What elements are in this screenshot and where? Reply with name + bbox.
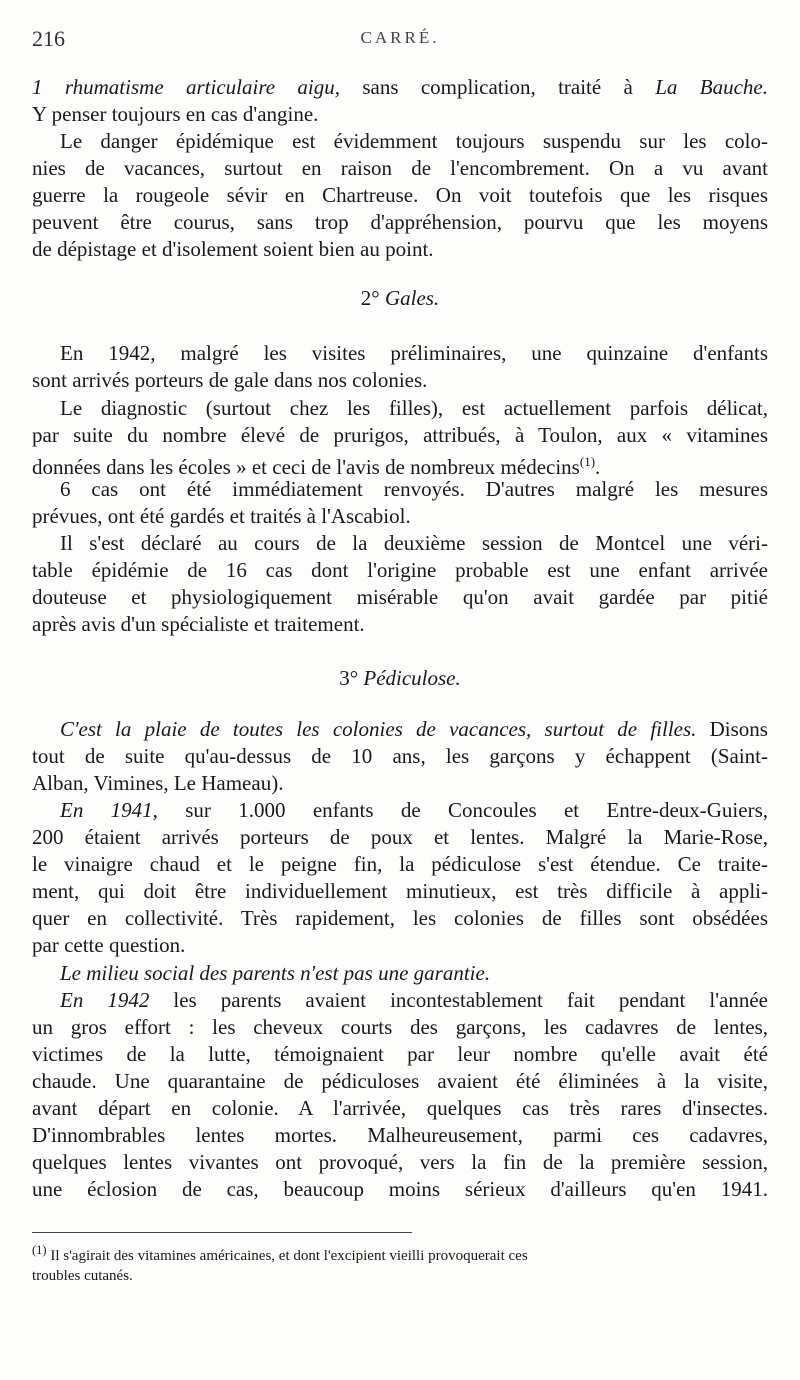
text-span: ment, qui doit être individuellement minutieux, est très difficile à appli-: [32, 879, 768, 903]
text-line: [32, 985, 768, 1015]
text-span: sont arrivés porteurs de gale dans nos colonies.: [32, 368, 428, 392]
footnote-marker: (1): [32, 1243, 47, 1257]
section-heading: [0, 286, 800, 311]
text-span: prévues, ont été gardés et traités à l'Ascabiol.: [32, 504, 411, 528]
text-line: [32, 1039, 768, 1069]
footnote-line-2: troubles cutanés.: [32, 1268, 133, 1284]
text-line: [32, 501, 768, 531]
text-line: [32, 930, 768, 960]
text-span: chaude. Une quarantaine de pédiculoses avaient été éliminées à la visite,: [32, 1069, 768, 1093]
text-span: les parents avaient incontestablement fait pendant l'année: [149, 988, 768, 1012]
text-span: sur 1.000 enfants de Concoules et Entre-deux-Guiers,: [157, 798, 768, 822]
text-span: victimes de la lutte, témoignaient par leur nombre qu'elle avait été: [32, 1042, 768, 1066]
text-line: [32, 849, 768, 879]
text-span: peuvent être courus, sans trop d'appréhension, pourvu que les moyens: [32, 210, 768, 234]
text-span: Alban, Vimines, Le Hameau).: [32, 771, 284, 795]
text-span: Il s'est déclaré au cours de la deuxième session de Montcel une véri-: [60, 531, 768, 555]
text-line: [32, 876, 768, 906]
footnote-line-1: [32, 1240, 768, 1266]
text-line: [32, 958, 768, 988]
text-span: avant départ en colonie. A l'arrivée, quelques cas très rares d'insectes.: [32, 1096, 768, 1120]
section-heading: [0, 666, 800, 691]
text-line: [32, 903, 768, 933]
italic-text: En 1942: [60, 988, 150, 1012]
text-span: Le danger épidémique est évidemment toujours suspendu sur les colo-: [60, 129, 768, 153]
text-line: [32, 714, 768, 744]
text-line: [32, 582, 768, 612]
text-span: douteuse et physiologiquement misérable qu'on avait gardée par pitié: [32, 585, 768, 609]
text-line: [32, 234, 768, 264]
text-span: tout de suite qu'au-dessus de 10 ans, les garçons y échappent (Saint-: [32, 744, 768, 768]
text-line: [32, 338, 768, 368]
text-line: [32, 1120, 768, 1150]
text-span: de dépistage et d'isolement soient bien au point.: [32, 237, 434, 261]
text-line: [32, 1012, 768, 1042]
text-span: 200 étaient arrivés porteurs de poux et lentes. Malgré la Marie-Rose,: [32, 825, 768, 849]
italic-text: C'est la plaie de toutes les colonies de vacances, surtout de filles.: [60, 717, 697, 741]
text-line: [32, 474, 768, 504]
text-span: Disons: [696, 717, 768, 741]
text-line: [32, 555, 768, 585]
text-line: [32, 1066, 768, 1096]
text-line: [32, 126, 768, 156]
text-span: En 1942, malgré les visites préliminaires, une quinzaine d'enfants: [60, 341, 768, 365]
section-number: 3°: [339, 666, 364, 690]
text-span: Y penser toujours en cas d'angine.: [32, 102, 319, 126]
text-span: .: [595, 455, 601, 479]
text-line: [32, 1147, 768, 1177]
text-line: [32, 99, 768, 129]
section-number: 2°: [360, 286, 385, 310]
text-line: [32, 795, 768, 825]
text-span: par cette question.: [32, 933, 186, 957]
text-span: un gros effort : les cheveux courts des garçons, les cadavres de lentes,: [32, 1015, 768, 1039]
section-title: Gales.: [384, 286, 440, 310]
text-line: [32, 393, 768, 423]
text-line: [32, 1174, 768, 1204]
running-head: CARRÉ.: [360, 28, 440, 47]
text-line: [32, 180, 768, 210]
text-span: 6 cas ont été immédiatement renvoyés. D'autres malgré les mesures: [60, 477, 768, 501]
text-span: Le diagnostic (surtout chez les filles), est actuellement parfois délicat,: [60, 396, 768, 420]
text-span: D'innombrables lentes mortes. Malheureusement, parmi ces cadavres,: [32, 1123, 768, 1147]
italic-text: La Bauche.: [655, 75, 768, 99]
text-span: quelques lentes vivantes ont provoqué, vers la fin de la première session,: [32, 1150, 768, 1174]
text-line: [32, 741, 768, 771]
text-line: [32, 528, 768, 558]
text-span: nies de vacances, surtout en raison de l'encombrement. On a vu avant: [32, 156, 768, 180]
italic-text: En 1941,: [60, 798, 158, 822]
text-span: données dans les écoles » et ceci de l'avis de nombreux médecins: [32, 455, 580, 479]
text-line: [32, 207, 768, 237]
text-span: quer en collectivité. Très rapidement, les colonies de filles sont obsédées: [32, 906, 768, 930]
page-header: [32, 26, 768, 56]
text-span: le vinaigre chaud et le peigne fin, la pédiculose s'est étendue. Ce traite-: [32, 852, 768, 876]
footnote-reference: (1): [579, 454, 596, 469]
footnote: [32, 1240, 768, 1286]
text-span: guerre la rougeole sévir en Chartreuse. On voit toutefois que les risques: [32, 183, 768, 207]
footnote-text-1: Il s'agirait des vitamines américaines, et dont l'excipient vieilli provoquerait ces: [46, 1248, 528, 1264]
section-title: Pédiculose.: [363, 666, 461, 690]
italic-text: Le milieu social des parents n'est pas une garantie.: [60, 961, 491, 985]
text-span: une éclosion de cas, beaucoup moins sérieux d'ailleurs qu'en 1941.: [32, 1177, 768, 1201]
text-span: table épidémie de 16 cas dont l'origine probable est une enfant arrivée: [32, 558, 768, 582]
footnote-rule: [32, 1232, 412, 1233]
text-line: [32, 768, 768, 798]
text-line: [32, 72, 768, 102]
text-line: [32, 153, 768, 183]
text-line: [32, 420, 768, 450]
page-number: 216: [32, 26, 65, 51]
text-line: [32, 1093, 768, 1123]
text-line: [32, 365, 768, 395]
text-line: [32, 609, 768, 639]
text-line: [32, 822, 768, 852]
text-span: après avis d'un spécialiste et traitement.: [32, 612, 365, 636]
text-span: sans complication, traité à: [339, 75, 656, 99]
italic-text: 1 rhumatisme articulaire aigu,: [32, 75, 340, 99]
text-span: par suite du nombre élevé de prurigos, attribués, à Toulon, aux « vitamines: [32, 423, 768, 447]
